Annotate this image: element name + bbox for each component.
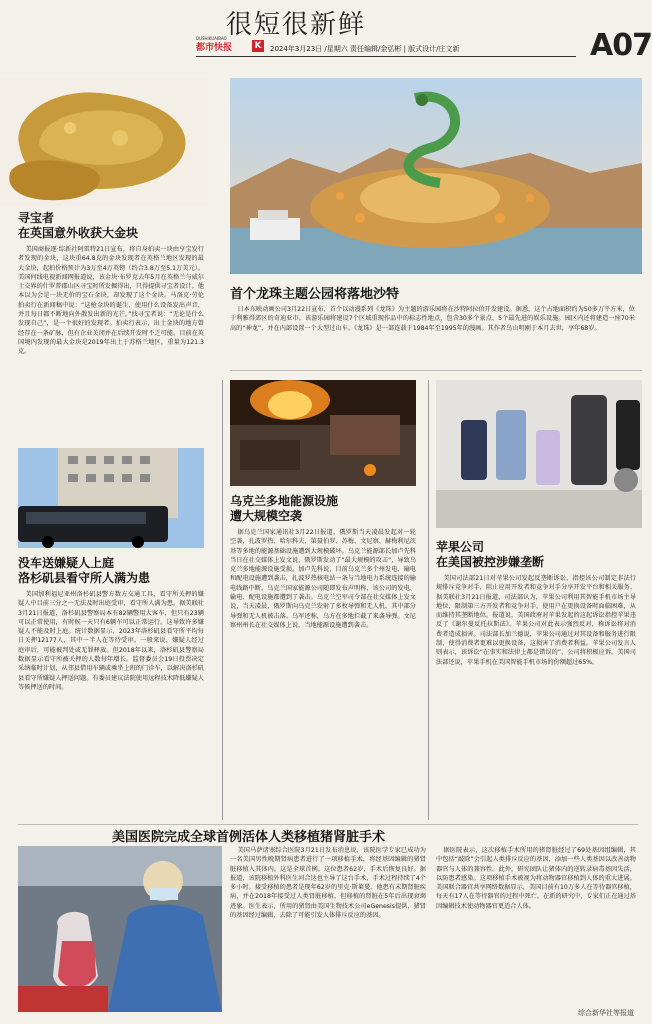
- ukraine-title-line1: 乌克兰多地能源设施: [230, 494, 339, 508]
- gold-nugget-photo: [0, 78, 208, 206]
- dragonball-body: [230, 305, 635, 365]
- transplant-body-col2: [436, 846, 636, 1006]
- column-rule-2: [428, 380, 429, 820]
- ukraine-fire-photo: [230, 380, 416, 486]
- page-number: A07: [590, 28, 652, 63]
- iphone-display-photo: [436, 380, 642, 528]
- dragonball-body-text: 日本东映动画公司3月22日宣布，首个以动漫系列《龙珠》为主题的游乐园将在沙特阿拉伯开发建设。据悉，这个占地面积约为50多万平方米，位于利雅得郊区的奇迪亚市。该游乐园将建设7个区域重现作品中的标志性地点，包含30多个景点、5个最先进的娱乐设施。园区内还将建造一座70米高的“神龙”，并在内部设置一个大型过山车。《龙珠》是一部连载于1984年至1995年的漫画。其作者鸟山明刚于本月去世，享年68岁。: [230, 306, 635, 332]
- newspaper-logo: [196, 40, 240, 54]
- gold-body: [18, 245, 204, 440]
- gold-body-text: 美国商报逐·综新社阿雷特21日宣布，将自身拍卖一块由亨宝发行者发现的金块，这块重64.8克的金块发现者在英格兰地区发现的最大金块，起拍价格预计为3万至4万英镑（约合3.8万至5.1万美元）。美国何线电视新闻网报道说，该金块·布罗克去年5月在英格兰与威尔士交界的什罗普郡山区寻宝时所发掘得出，只得提供寻宝者设计。他本以为会是一块无价的宝石金块，却发现了这个金块。马洛克·劳伦拍卖行在新闻稿中说：“这枪金块的诞生，使用什么设备发出声音，并且每日都不断地向外散发出新的光芒。”找寻宝者说：“无论是什么发现自己”，是一个很好的发现者。拍卖行表示，出土金块的地方曾经存在一条矿脉，但有企业关闭并在后续开发时不乏可能。目前在英国境内发现的最大金块是2019年出土于苏格兰地区，重量为121.3克。: [18, 246, 204, 356]
- logo-english: DUSHIKUAIBAO: [196, 36, 227, 41]
- section-divider-bottom: [18, 824, 638, 825]
- logo-chinese: 都市快报: [196, 43, 233, 53]
- jail-title-line1: 没车送嫌疑人上庭: [18, 556, 115, 570]
- apple-body: [436, 574, 636, 815]
- apple-title-line1: 苹果公司: [436, 540, 485, 554]
- transplant-body-col1-text: 美国马萨诸塞综合医院3月21日发布消息说，该院医学专家已成功为一名美国男性晚期肾病患者进行了一项移植手术，将经基因编辑的猪肾脏移植入其体内。这是全球首例。这位患者62岁，手术后恢复良好。据报道，该院移植外科医生河合达也主导了这台手术，手术过程持续了4个多小时。接受移植的患者是现年62岁的里克·斯莱曼，他患有末期肾脏疾病，并在2018年接受过人类肾脏移植，但移植的肾脏在5年后出现衰竭迹象。医生表示，所用的猪肾由美国生物技术公司eGenesis提供，猪肾的基因经过编辑，去除了可能引发人体排斥反应的基因。: [230, 847, 426, 920]
- transplant-title: 美国医院完成全球首例活体人类移植猪肾脏手术: [112, 830, 386, 845]
- sheriff-bus-photo: [18, 448, 204, 548]
- dateline: 2024年3月23日 /星期六 责任编辑/金弘彬 | 版式设计/庄文新: [270, 45, 460, 53]
- transplant-body-col1: [230, 846, 426, 1016]
- jail-body-text: 美国加利福尼亚州洛杉矶县警方数方交通工具，看守所关押的嫌疑人中目前三分之一无法及时出庭受审，看守所人满为患。据美联社3月21日报道，洛杉矶县警察局本有82辆警用大客车，但只有23辆可以正常使用，有时候一天只有6辆车可以正常运行。这导致许多嫌疑人不能及时上庭。统计数据显示，2023年洛杉矶县看守所平均每日关押12177人，其中一半人在等待受审。一般来说，嫌疑人经过庭审后，可能被判处或无罪释放。但2018年以来，洛杉矶县警察局数据显示看守所被关押的人数每年增长。监督委员会19日投票决定采纳临时计划，从邻县借用车辆或乘坐上班的门诊车，以解决洛杉矶县看守所嫌疑人押送问题。有委员建议法院使用远程技术降低嫌疑人等候押送的时间。: [18, 591, 204, 691]
- gold-title-line1: 寻宝者: [18, 211, 55, 225]
- column-rule-1: [222, 380, 223, 820]
- ukraine-body-text: 据乌克兰国家通讯社3月22日报道，俄罗斯当天凌晨发起对一轮空袭，扎波罗热、哈尔科夫、第聂伯罗、苏梅、文尼察、赫梅利尼茨基等多地的能源基础设施遭到大规模破坏。乌克兰能源部长加卢先科当日在社交媒体上发文说，俄罗斯发动了“最大规模的攻击”，导致乌克兰多地能源设施受损。加卢先科说，目前乌克兰多个州发电、输电和配电设施遭到袭击，扎波罗热核电站一条与当地电力系统连接的输电线路中断。乌克兰国家能源公司随即发布声明称，该公司的发电、输电、配电设施都遭到了袭击。乌克兰空军司令部在社交媒体上发文说，当天凌晨，俄罗斯向乌克兰发射了多枚导弹和无人机，其中部分导弹和无人机被击落。乌军还称，乌方在多地拦截了来袭导弹。文尼察州州长在社交媒体上说，当地能源设施遭到袭击。: [230, 529, 416, 629]
- transplant-body-col2-text: 据医院表示，这次移植手术所用的猪肾脏经过了69处基因组编辑，其中包括“敲除”会引起人类排斥反应的基因，添加一些人类基因以改善动物器官与人体的兼容性。此外，研究团队让猪体内的逆转录病毒基因失活，以防患者感染。这项移植手术被视为将动物器官移植到人体的重大进展。美国联合器官共享网络数据显示，美国目前有10万多人在等待器官移植，每天有17人在等待器官的过程中死亡。在新的研究中，专家们正在通过基因编辑技术使动物器官更适合人体。: [436, 847, 636, 910]
- masthead: [0, 0, 652, 70]
- dragonball-title: 首个龙珠主题公园将落地沙特: [230, 287, 400, 302]
- dragonball-park-render: [230, 78, 642, 274]
- jail-title-line2: 洛杉矶县看守所人满为患: [18, 571, 151, 585]
- ukraine-title-line2: 遭大规模空袭: [230, 509, 303, 523]
- apple-body-text: 美国司法部21日对苹果公司发起反垄断诉讼，指控该公司制定非法行规排斥竞争对手，阻止应用开发者和竞争对手分享开发平台和相关服务。据美联社3月21日报道，司法部认为，苹果公司利用其智能手机市场主导地位，限制第三方开发者和竞争对手，使用户在更换设备时面临困难，从而维持其垄断地位。报道说，美国政府对苹果发起的这起诉讼指控苹果违反了《谢尔曼反托拉斯法》。苹果公司对此表示强烈反对，称诉讼将对消费者造成损害。司法部长加兰德说，苹果公司通过对其设备和服务进行限制，使得消费者更难以更换设备，这损害了消费者利益。苹果公司发言人则表示，该诉讼“在事实和法律上都是错误的”，公司将积极应诉。美国司法部还说，苹果手机在美国智能手机市场的份额超过65%。: [436, 575, 636, 666]
- gold-title-line2: 在英国意外收获大金块: [18, 226, 139, 240]
- logo-mark: K: [252, 40, 264, 52]
- surgeon-photo: [18, 846, 222, 1012]
- section-divider: [230, 370, 642, 371]
- footer-credit: 综合新华社等报道: [578, 1009, 634, 1017]
- section-title: 很短很新鲜: [226, 10, 367, 40]
- masthead-rule: [196, 56, 576, 57]
- ukraine-body: [230, 528, 416, 815]
- jail-body: [18, 590, 204, 815]
- apple-title-line2: 在美国被控涉嫌垄断: [436, 555, 545, 569]
